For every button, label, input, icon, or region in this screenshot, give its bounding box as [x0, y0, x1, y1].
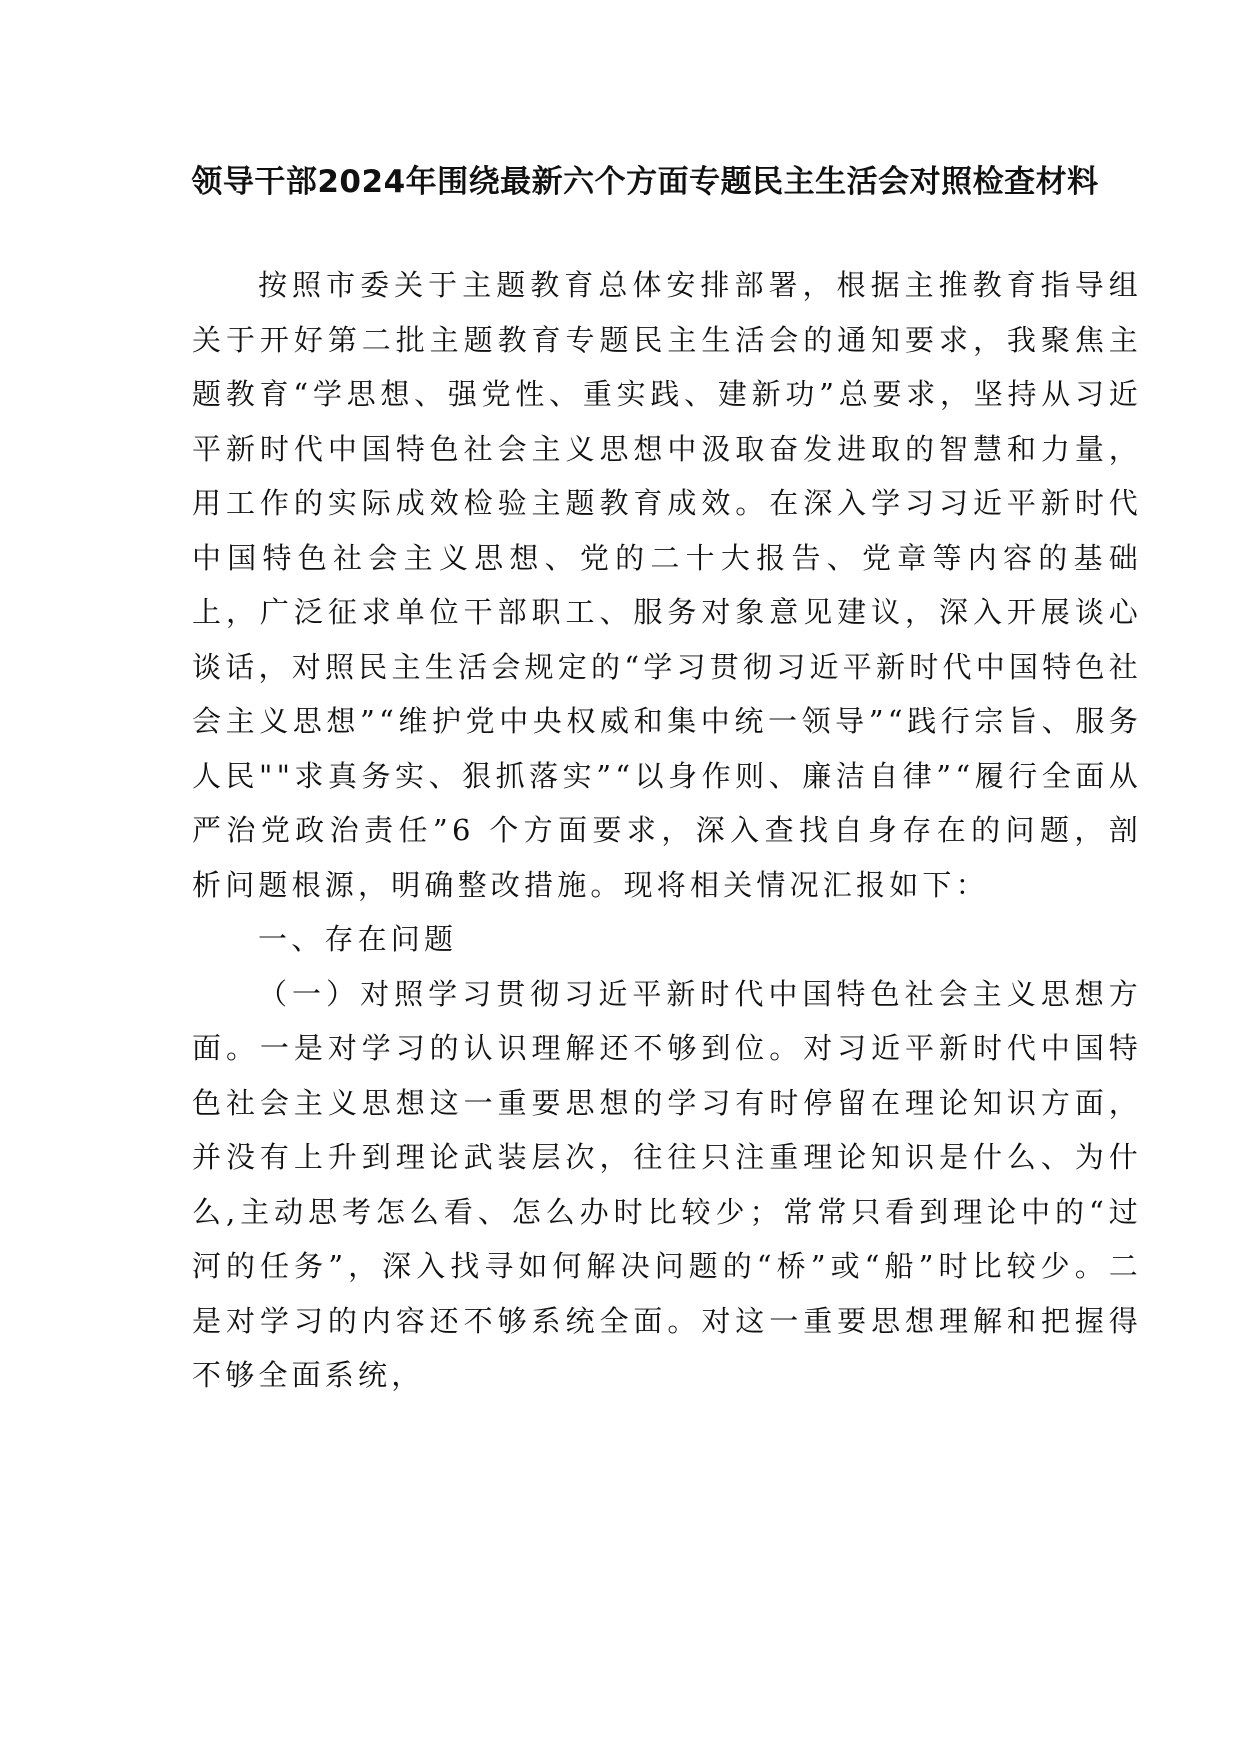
document-body [192, 258, 1142, 1403]
document-title: 领导干部2024年围绕最新六个方面专题民主生活会对照检查材料 [191, 164, 1099, 200]
subsection-paragraph-1: （一）对照学习贯彻习近平新时代中国特色社会主义思想方面。一是对学习的认识理解还不够到位。对习近平新时代中国特色社会主义思想这一重要思想的学习有时停留在理论知识方面，并没有上升到理论武装层次，往往只注重理论知识是什么、为什么,主动思考怎么看、怎么办时比较少；常常只看到理论中的“过河的任务”，深入找寻如何解决问题的“桥”或“船”时比较少。二是对学习的内容还不够系统全面。对这一重要思想理解和把握得不够全面系统， [192, 976, 1142, 1392]
intro-paragraph: 按照市委关于主题教育总体安排部署，根据主推教育指导组关于开好第二批主题教育专题民主生活会的通知要求，我聚焦主题教育“学思想、强党性、重实践、建新功”总要求，坚持从习近平新时代中国特色社会主义思想中汲取奋发进取的智慧和力量，用工作的实际成效检验主题教育成效。在深入学习习近平新时代中国特色社会主义思想、党的二十大报告、党章等内容的基础上，广泛征求单位干部职工、服务对象意见建议，深入开展谈心谈话，对照民主生活会规定的“学习贯彻习近平新时代中国特色社会主义思想”“维护党中央权威和集中统一领导”“践行宗旨、服务人民""求真务实、狠抓落实”“以身作则、廉洁自律”“履行全面从严治党政治责任”6 个方面要求，深入查找自身存在的问题，剖析问题根源，明确整改措施。现将相关情况汇报如下： [192, 268, 1142, 902]
section-heading-problems: 一、存在问题 [258, 922, 458, 956]
